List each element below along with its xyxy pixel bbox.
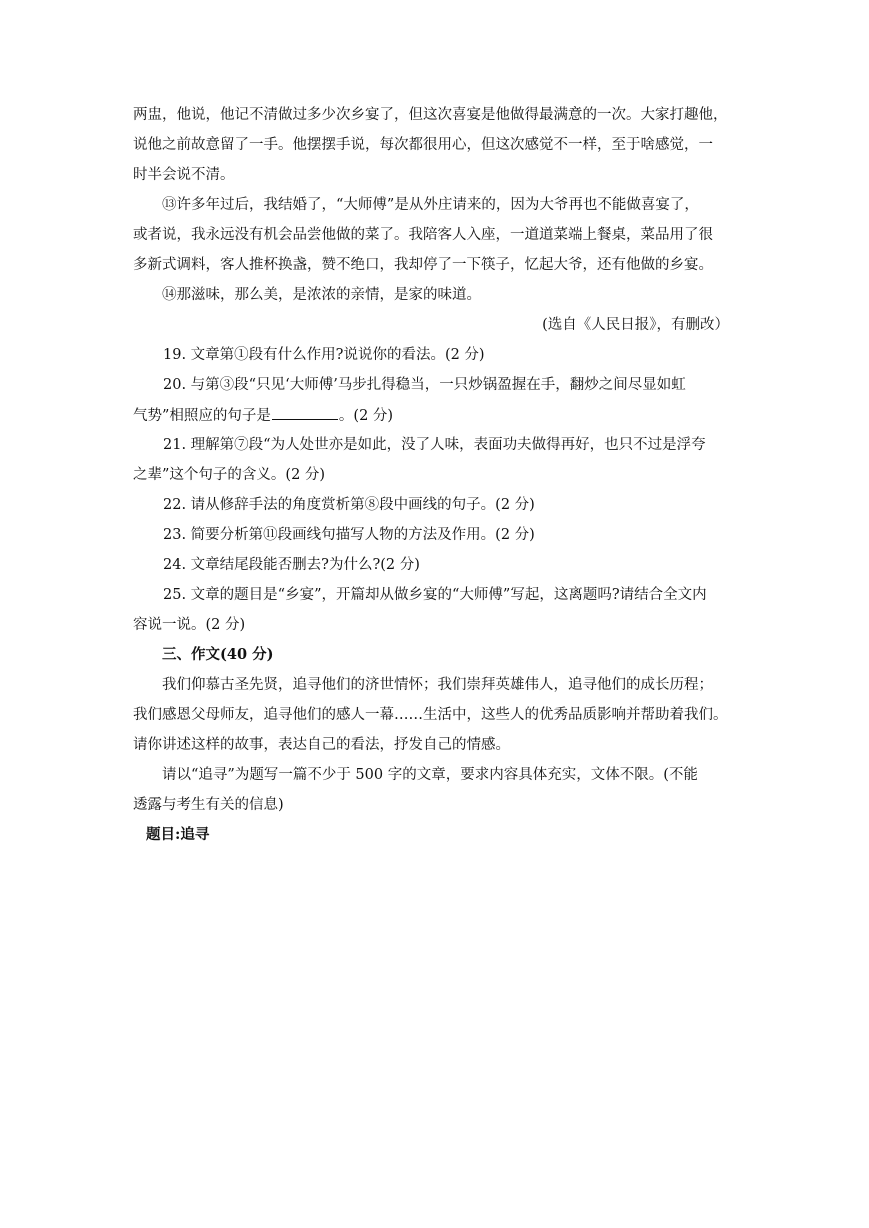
question-19: 19. 文章第①段有什么作用?说说你的看法。(2 分)	[163, 347, 485, 363]
passage-line: 或者说，我永远没有机会品尝他做的菜了。我陪客人入座，一道道菜端上餐桌，菜品用了很	[133, 227, 713, 243]
question-21: 21. 理解第⑦段“为人处世亦是如此，没了人味，表面功夫做得再好，也只不过是浮夸	[163, 437, 706, 453]
question-20-text: 气势”相照应的句子是	[133, 408, 271, 424]
composition-prompt-line: 我们仰慕古圣先贤，追寻他们的济世情怀；我们崇拜英雄伟人，追寻他们的成长历程；	[162, 677, 713, 693]
question-20: 20. 与第③段“只见‘大师傅’马步扎得稳当，一只炒锅盈握在手，翻炒之间尽显如虹	[163, 377, 686, 393]
question-22: 22. 请从修辞手法的角度赏析第⑧段中画线的句子。(2 分)	[163, 497, 535, 513]
answer-blank	[272, 404, 338, 420]
passage-line: 说他之前故意留了一手。他摆摆手说，每次都很用心，但这次感觉不一样，至于啥感觉，一	[133, 137, 713, 153]
passage-paragraph-13: ⑬许多年过后，我结婚了，“大师傅”是从外庄请来的，因为大爷再也不能做喜宴了，	[162, 197, 699, 213]
question-23: 23. 简要分析第⑪段画线句描写人物的方法及作用。(2 分)	[163, 527, 535, 543]
passage-line: 两盅，他说，他记不清做过多少次乡宴了，但这次喜宴是他做得最满意的一次。大家打趣他，	[133, 107, 728, 123]
question-24: 24. 文章结尾段能否删去?为什么?(2 分)	[163, 557, 420, 573]
composition-title: 题目:追寻	[146, 826, 210, 843]
question-25: 25. 文章的题目是“乡宴”，开篇却从做乡宴的“大师傅”写起，这离题吗?请结合全文内	[163, 587, 707, 603]
passage-line: 多新式调料，客人推杯换盏，赞不绝口，我却停了一下筷子，忆起大爷，还有他做的乡宴。	[133, 257, 713, 273]
composition-requirement-line: 透露与考生有关的信息)	[133, 797, 284, 813]
question-25-line-2: 容说一说。(2 分)	[133, 617, 246, 633]
section-heading-composition: 三、作文(40 分)	[162, 646, 274, 663]
passage-paragraph-14: ⑭那滋味，那么美，是浓浓的亲情，是家的味道。	[162, 287, 481, 303]
question-21-line-2: 之辈”这个句子的含义。(2 分)	[133, 467, 326, 483]
composition-prompt-line: 我们感恩父母师友，追寻他们的感人一幕……生活中，这些人的优秀品质影响并帮助着我们。	[133, 707, 728, 723]
composition-prompt-line: 请你讲述这样的故事，表达自己的看法，抒发自己的情感。	[133, 737, 510, 753]
composition-requirement-line: 请以“追寻”为题写一篇不少于 500 字的文章，要求内容具体充实，文体不限。(不能	[162, 767, 698, 783]
question-20-score: 。(2 分)	[338, 408, 394, 424]
question-20-line-2	[133, 404, 393, 427]
passage-line: 时半会说不清。	[133, 167, 235, 183]
source-note: (选自《人民日报》，有删改）	[542, 317, 729, 333]
